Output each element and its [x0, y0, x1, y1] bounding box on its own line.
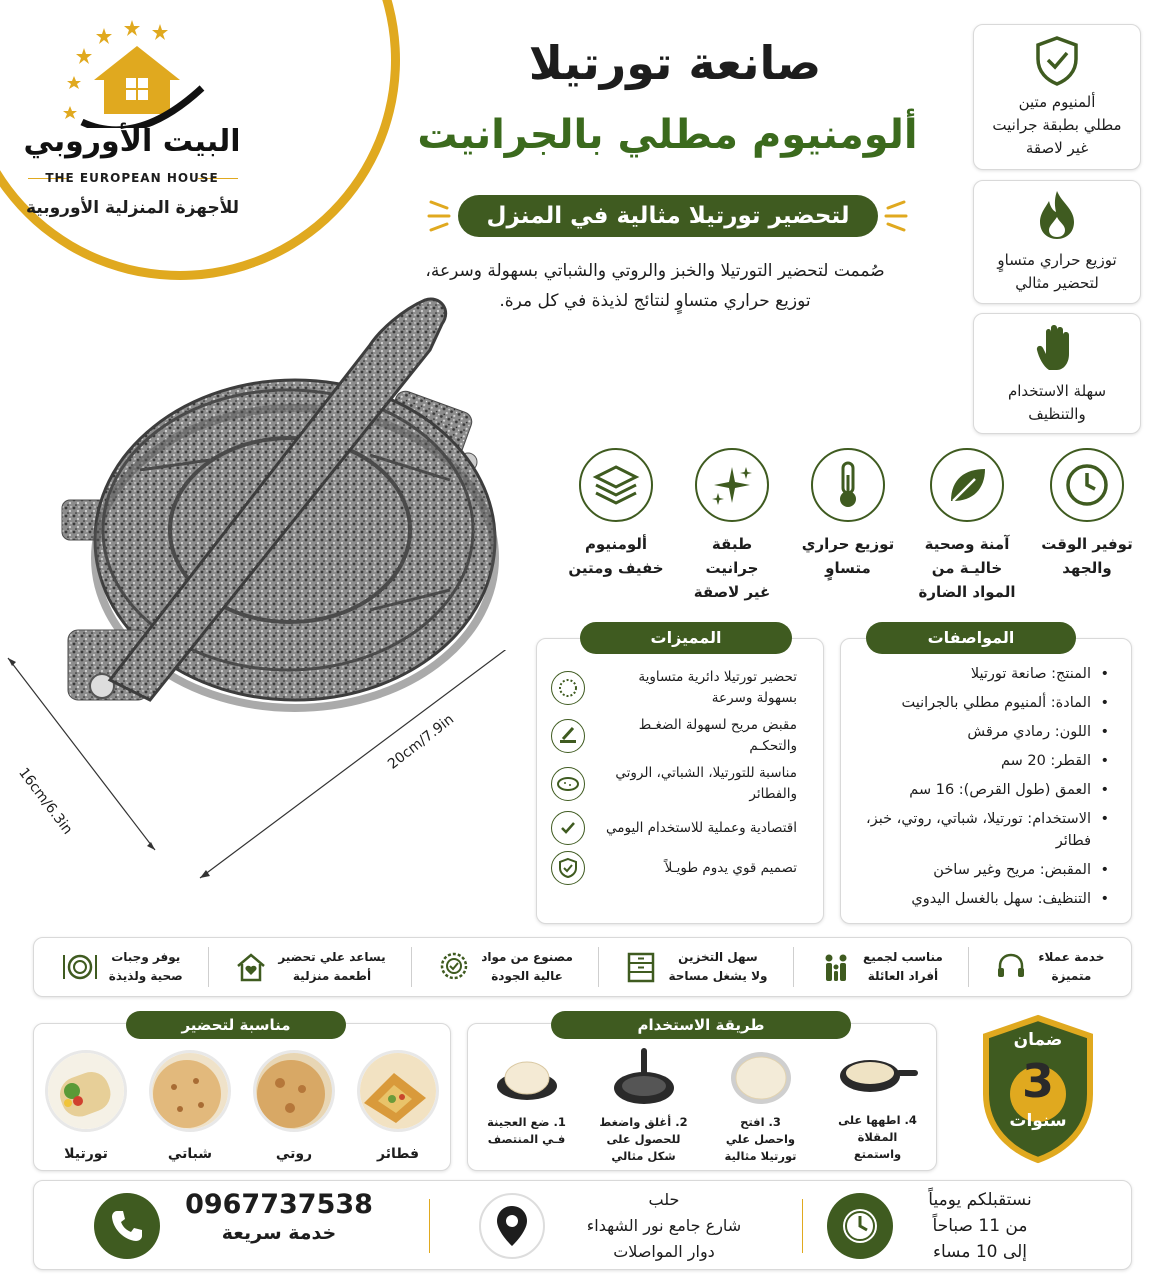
side-card-line: ألمنيوم متين: [1018, 93, 1096, 111]
suitable-title: مناسبة لتحضير: [126, 1011, 346, 1039]
merit-item: [551, 667, 797, 709]
close-press-icon: [609, 1048, 679, 1108]
feature-line: توفير الوقت: [1041, 535, 1133, 553]
merit-text: تحضير تورتيلا دائرية متساوية بسهولة وسرعة: [638, 669, 797, 706]
sparkle-icon: [708, 461, 756, 509]
phone-block: [184, 1189, 374, 1244]
benefit-line: خدمة عملاء: [1038, 950, 1105, 964]
usage-panel: [467, 1023, 937, 1171]
benefit-line: متميزة: [1051, 969, 1092, 983]
feature-line: خفيف ومتين: [568, 559, 664, 577]
address-line: دوار المواصلات: [613, 1242, 715, 1261]
address-line: شارع جامع نور الشهداء: [586, 1216, 742, 1235]
thermometer-icon: [824, 459, 872, 511]
benefit-line: صحية ولذيذة: [108, 969, 183, 983]
benefit-line: يوفر وجبات: [111, 950, 181, 964]
usage-step: [828, 1048, 928, 1165]
drawer-icon: [624, 950, 658, 984]
shield-check-icon: [1033, 35, 1081, 87]
sparkle-lines-icon: [425, 198, 455, 234]
address-line: حلب: [648, 1190, 680, 1209]
brand-logo: [0, 0, 290, 270]
side-card-durable: [973, 24, 1141, 170]
divider: [208, 947, 209, 987]
phone-number[interactable]: 0967737538: [185, 1189, 373, 1220]
step-line: 3. افتح: [740, 1115, 781, 1129]
spec-item: • التنظيف: سهل بالغسل اليدوي: [851, 888, 1109, 910]
dough-ball-icon: [492, 1048, 562, 1106]
address: [554, 1187, 774, 1265]
step-line: شكل مثالي: [611, 1149, 676, 1163]
step-line: 4. اطهها على: [838, 1113, 917, 1127]
headset-icon: [994, 950, 1028, 984]
benefit-line: أطعمة منزلية: [292, 969, 372, 983]
fatayer-image: [357, 1050, 439, 1132]
step-line: واحصل علي: [725, 1132, 796, 1146]
specs-title: المواصفات: [866, 622, 1076, 654]
warranty-label: ضمان: [1013, 1030, 1063, 1050]
roti-image: [253, 1050, 335, 1132]
hand-icon: [1033, 322, 1081, 374]
spec-item: • المقبض: مريح وغير ساخن: [851, 859, 1109, 881]
food-label: تورتيلا: [64, 1146, 108, 1162]
layers-icon: [592, 461, 640, 509]
usage-title: طريقة الاستخدام: [551, 1011, 851, 1039]
food-item: [357, 1050, 439, 1162]
spec-item: • المادة: ألمنيوم مطلي بالجرانيت: [851, 692, 1109, 714]
feature-heat: [793, 448, 903, 580]
benefit-item: [234, 948, 385, 986]
step-line: واستمتع: [853, 1147, 902, 1161]
divider: [802, 1199, 803, 1253]
food-label: روتي: [275, 1146, 313, 1162]
flame-icon: [1034, 189, 1080, 241]
benefit-item: [437, 948, 573, 986]
shield-check-icon: [551, 851, 585, 885]
brand-name-en: THE EUROPEAN HOUSE: [45, 171, 219, 185]
food-item: [149, 1050, 231, 1162]
benefit-item: [819, 948, 943, 986]
step-line: تورتيلا مثالية: [724, 1149, 797, 1163]
side-card-line: مطلي بطبقة جرانيت: [992, 116, 1122, 134]
merit-text: مناسبة للتورتيلا، الشباتي، الروتي والفطائر: [615, 765, 797, 802]
location-pin-icon: [479, 1193, 545, 1259]
brand-name-ar: البيت الأوروبي: [23, 124, 241, 159]
family-icon: [819, 950, 853, 984]
benefits-strip: [33, 937, 1132, 997]
brand-subtitle: للأجهزة المنزلية الأوروبية: [25, 198, 239, 218]
merit-text: اقتصادية وعملية للاستخدام اليومي: [606, 819, 797, 836]
frying-pan-icon: [836, 1048, 920, 1102]
chapati-image: [149, 1050, 231, 1132]
food-item: [253, 1050, 335, 1162]
phone-note: خدمة سريعة: [221, 1222, 337, 1244]
usage-step: [594, 1048, 694, 1165]
feature-line: متساوٍ: [825, 559, 871, 577]
tortilla-wrap-image: [45, 1050, 127, 1132]
spec-item: • القطر: 20 سم: [851, 750, 1109, 772]
food-label: فطائر: [376, 1146, 420, 1162]
flatbread-icon: [551, 767, 585, 801]
suitable-panel: [33, 1023, 451, 1171]
feature-line: غير لاصقة: [693, 583, 771, 601]
side-card-line: سهلة الاستخدام: [1007, 382, 1107, 400]
divider: [411, 947, 412, 987]
feature-save-time: [1032, 448, 1142, 580]
leaf-icon: [943, 461, 991, 509]
benefit-item: [624, 948, 767, 986]
benefit-line: أفراد العائلة: [867, 969, 939, 983]
press-handle-icon: [551, 719, 585, 753]
divider: [429, 1199, 430, 1253]
tagline-pill: لتحضير تورتيلا مثالية في المنزل: [458, 195, 878, 237]
feature-line: طبقة: [711, 535, 753, 553]
benefit-line: يساعد علي تحضير: [278, 950, 386, 964]
hours-line: نستقبلكم يومياً: [928, 1190, 1032, 1210]
usage-step: [711, 1048, 811, 1165]
food-label: شباتي: [167, 1146, 213, 1162]
side-card-line: غير لاصقة: [1025, 139, 1089, 157]
step-line: المقلاة: [857, 1130, 898, 1144]
step-line: فـي المنتصف: [487, 1132, 566, 1146]
benefit-item: [994, 948, 1104, 986]
house-logo-icon: [62, 18, 212, 128]
diameter-dimension-label: 20cm/7.9in: [385, 711, 458, 773]
warranty-years: 3: [1021, 1054, 1054, 1108]
intro-line: توزيع حراري متساوٍ لنتائج لذيذة في كل مرة.: [499, 291, 811, 311]
feature-line: ألومنيوم: [584, 535, 648, 553]
sparkle-lines-icon: [880, 198, 910, 234]
merit-text: مقبض مريح لسهولة الضغـط والتحكـم: [638, 717, 797, 754]
specs-panel: [840, 638, 1132, 924]
benefit-line: عالية الجودة: [491, 969, 563, 983]
spec-item: • اللون: رمادي مرقش: [851, 721, 1109, 743]
merit-item: [551, 851, 797, 885]
page-subtitle: ألومنيوم مطلي بالجرانيت: [417, 112, 918, 158]
divider: [793, 947, 794, 987]
depth-dimension-label: 16cm/6.3in: [15, 765, 76, 838]
spec-item: • الاستخدام: تورتيلا، شباتي، روتي، خبز، فطائر: [851, 808, 1109, 852]
merit-item: [551, 763, 797, 805]
benefit-line: سهل التخزين: [678, 950, 758, 964]
feature-lightweight: [561, 448, 671, 580]
check-circle-icon: [551, 811, 585, 845]
clock-icon: [827, 1193, 893, 1259]
divider: [598, 947, 599, 987]
benefit-item: [61, 948, 183, 986]
usage-step: [477, 1048, 577, 1165]
contact-footer: [33, 1180, 1132, 1270]
merits-title: المميزات: [580, 622, 792, 654]
feature-line: المواد الضارة: [918, 583, 1016, 601]
food-item: [45, 1050, 127, 1162]
hours-line: إلى 10 مساء: [933, 1242, 1027, 1262]
feature-line: خاليـة من: [931, 559, 1003, 577]
merit-item: [551, 715, 797, 757]
spec-item: • المنتج: صانعة تورتيلا: [851, 663, 1109, 685]
home-heart-icon: [234, 950, 268, 984]
feature-line: والجهد: [1062, 559, 1112, 577]
step-line: 1. ضع العجينة: [487, 1115, 566, 1129]
side-card-heat: [973, 180, 1141, 304]
side-card-line: لتحضير مثالي: [1015, 274, 1099, 292]
merit-item: [551, 811, 797, 845]
merits-panel: [536, 638, 824, 924]
merit-text: تصميم قوي يدوم طويـلاً: [664, 859, 797, 876]
feature-nonstick: [677, 448, 787, 604]
feature-safe: [912, 448, 1022, 604]
warranty-unit: سنوات: [1009, 1111, 1067, 1131]
benefit-line: مصنوع من مواد: [481, 950, 573, 964]
quality-badge-icon: [437, 950, 471, 984]
feature-line: توزيع حراري: [801, 535, 895, 553]
feature-line: جرانيت: [705, 559, 759, 577]
side-card-line: توزيع حراري متساوٍ: [997, 251, 1117, 269]
page-title: صانعة تورتيلا: [528, 36, 822, 90]
side-card-line: والتنظيف: [1028, 405, 1086, 423]
opening-hours: [905, 1187, 1055, 1265]
plate-icon: [61, 950, 99, 984]
intro-line: صُممت لتحضير التورتيلا والخبز والروتي والشباتي بسهولة وسرعة،: [425, 261, 885, 281]
side-card-easy: [973, 313, 1141, 434]
step-line: 2. أغلق واضغط: [599, 1115, 688, 1129]
phone-icon[interactable]: [94, 1193, 160, 1259]
hours-line: من 11 صباحاً: [932, 1216, 1028, 1236]
divider: [968, 947, 969, 987]
benefit-line: مناسب لجميع: [863, 950, 943, 964]
open-press-icon: [726, 1048, 796, 1106]
step-line: للحصول على: [606, 1132, 681, 1146]
circle-dough-icon: [551, 671, 585, 705]
dimension-lines: [0, 650, 560, 890]
spec-item: • العمق (طول القرص): 16 سم: [851, 779, 1109, 801]
benefit-line: ولا يشغل مساحة: [668, 969, 768, 983]
feature-line: آمنة وصحية: [924, 535, 1010, 553]
clock-icon: [1063, 461, 1111, 509]
